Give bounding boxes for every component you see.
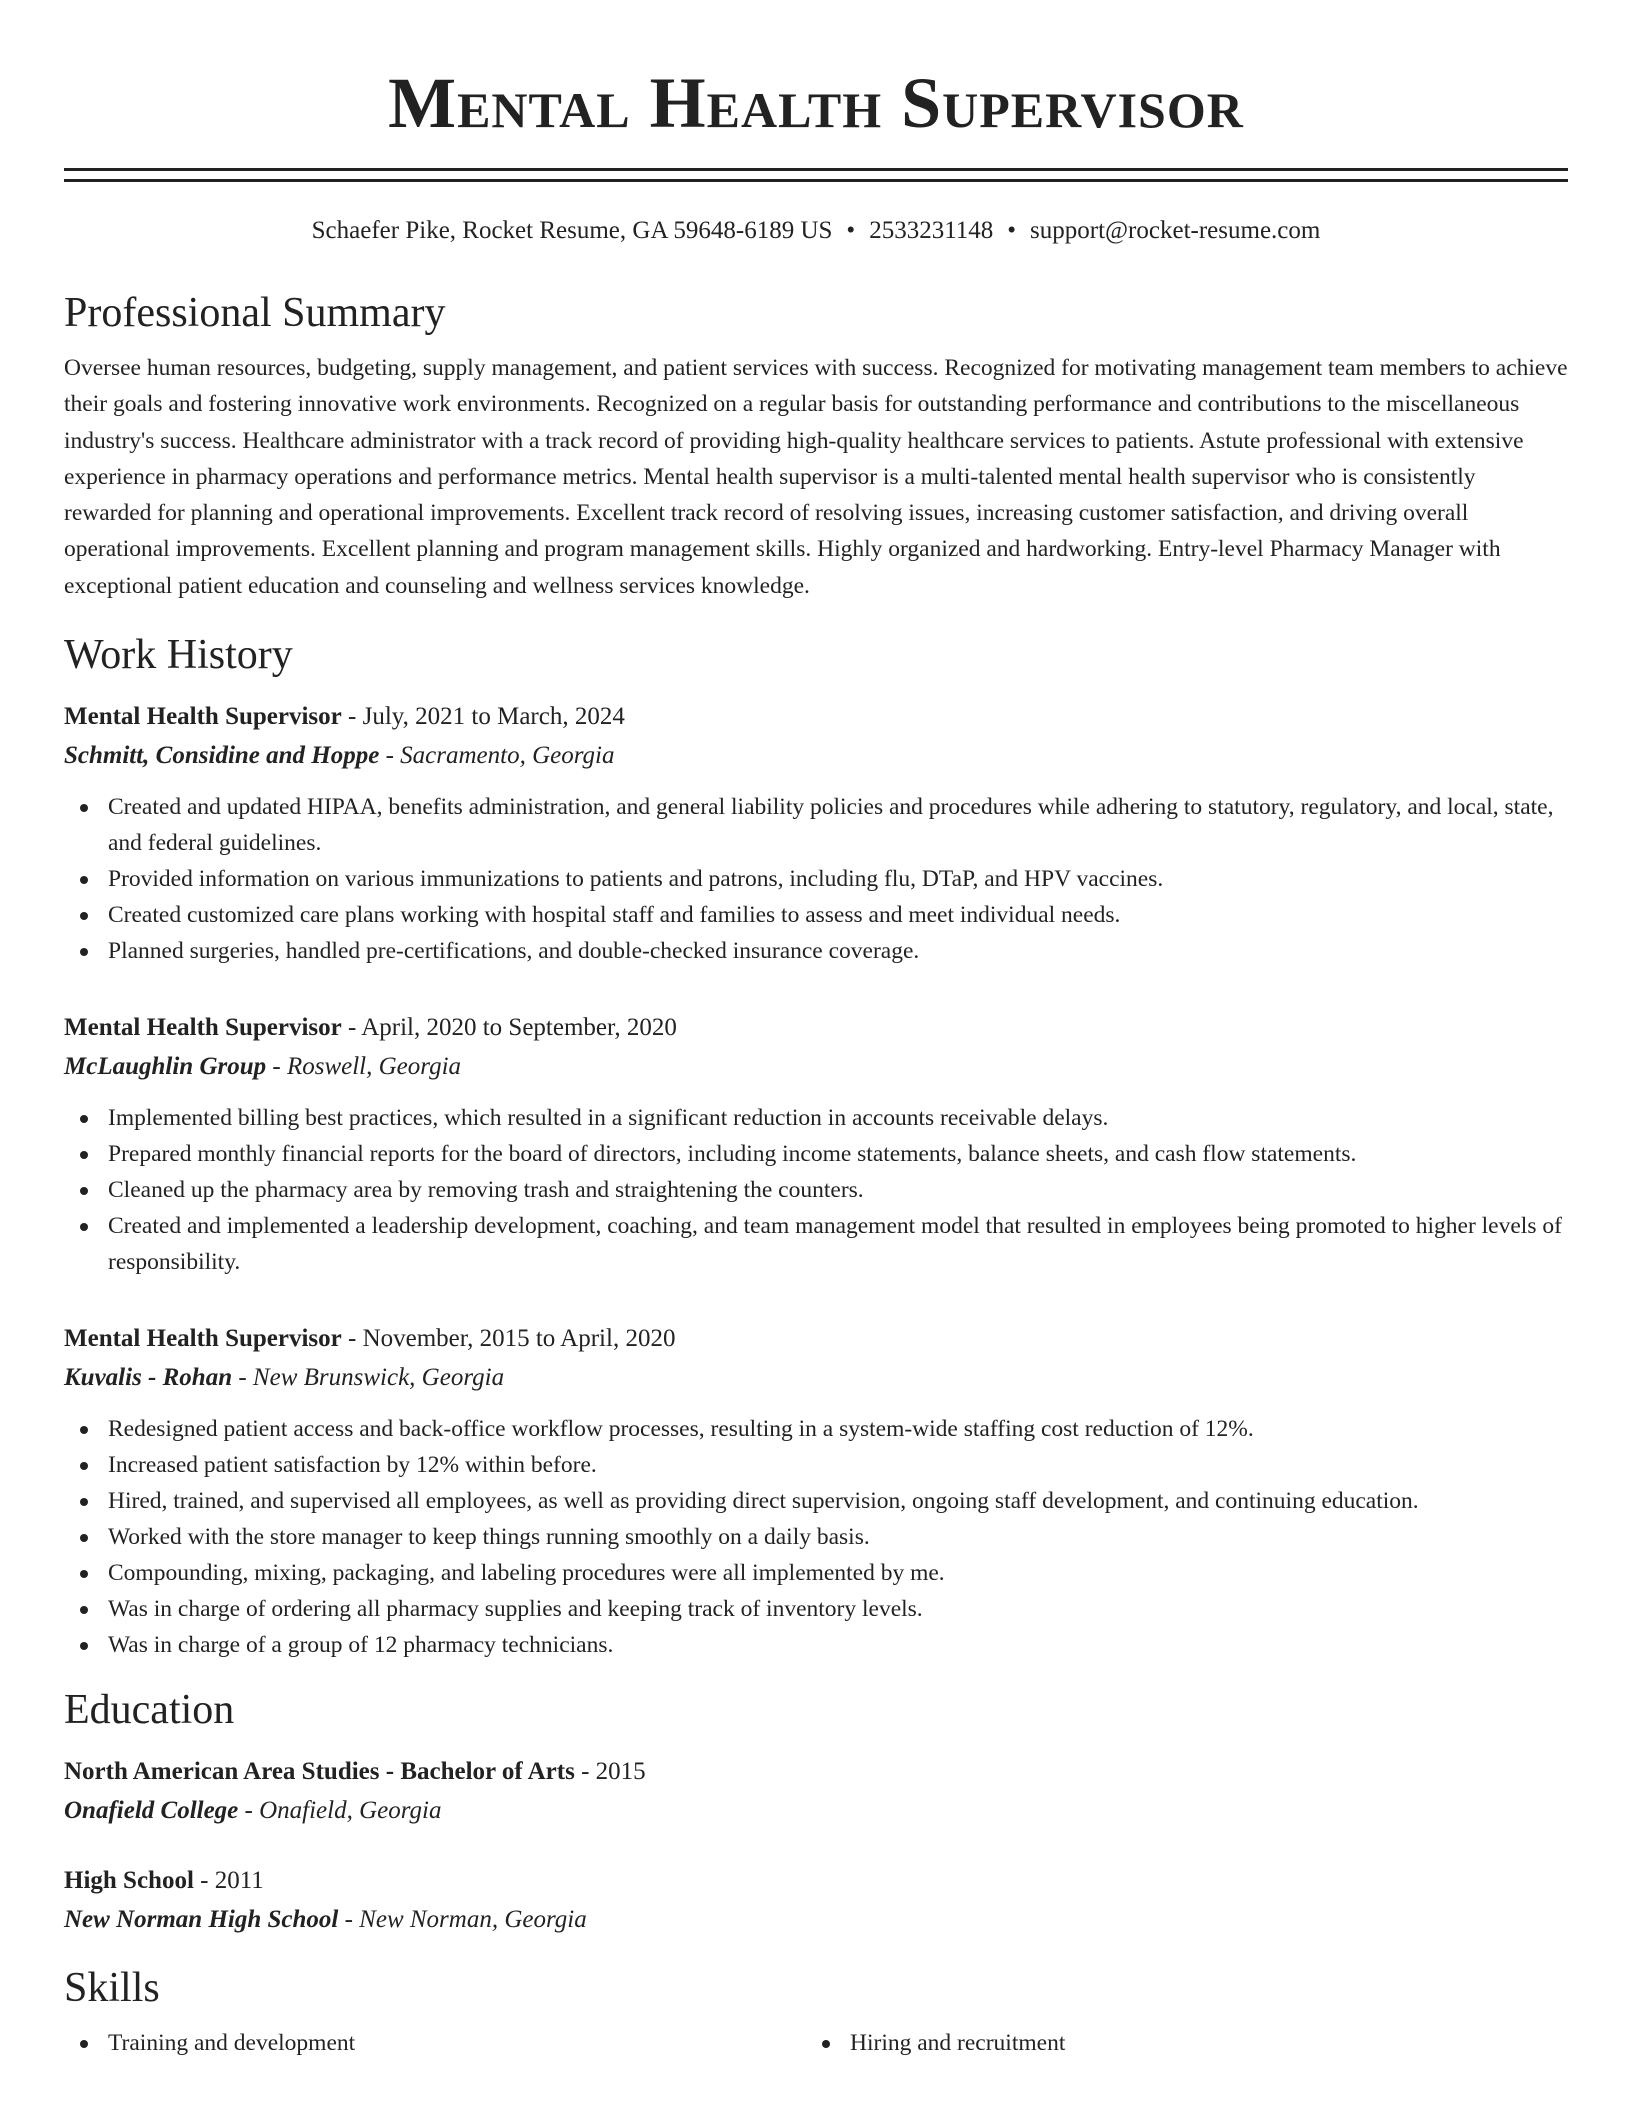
education-heading: Education [64,1687,235,1734]
education-degree-line [64,1862,1568,1900]
education-school-line [64,1791,1568,1830]
job-title-line [64,1320,1568,1358]
education-year: - 2015 [574,1758,646,1786]
job-bullet: Created customized care plans working with hospital staff and families to assess and meet individual needs. [64,897,1568,933]
job-bullet: Prepared monthly financial reports for the board of directors, including income statements, balance sheets, and cash flow statements. [64,1136,1568,1172]
summary-heading: Professional Summary [64,290,446,336]
job-bullet: Planned surgeries, handled pre-certifications, and double-checked insurance coverage. [64,933,1568,969]
job-dates: - July, 2021 to March, 2024 [341,703,625,731]
skill-item: Training and development [64,2025,806,2061]
contact-line [64,214,1568,248]
job-entry [64,1320,1568,1663]
education-location: - Onafield, Georgia [238,1797,442,1825]
job-entry [64,1009,1568,1280]
job-company: Kuvalis - Rohan [64,1364,233,1392]
job-bullet: Was in charge of a group of 12 pharmacy technicians. [64,1627,1568,1663]
contact-email: support@rocket-resume.com [1030,217,1321,244]
job-bullet: Provided information on various immunizations to patients and patrons, including flu, DTaP, and HPV vaccines. [64,861,1568,897]
job-bullet: Created and updated HIPAA, benefits administration, and general liability policies and procedures while adhering to statutory, regulatory, and local, state, and federal guidelines. [64,789,1568,861]
job-bullet: Created and implemented a leadership development, coaching, and team management model that resulted in employees being promoted to higher levels of responsibility. [64,1208,1568,1280]
education-degree: High School [64,1867,194,1895]
job-bullet: Hired, trained, and supervised all employees, as well as providing direct supervision, ongoing staff development, and continuing education. [64,1483,1568,1519]
job-role: Mental Health Supervisor [64,1325,342,1353]
education-entry [64,1753,1568,1830]
skills-list [64,2025,1568,2061]
job-location: - Roswell, Georgia [266,1053,462,1081]
skill-item: Hiring and recruitment [806,2025,1548,2061]
contact-separator: • [846,217,856,244]
contact-address: Schaefer Pike, Rocket Resume, GA 59648-6189 US [311,217,833,244]
job-company: McLaughlin Group [64,1053,267,1081]
education-school: Onafield College [64,1797,239,1825]
job-company: Schmitt, Considine and Hoppe [64,742,380,770]
resume-name: Mental Health Supervisor [388,63,1244,143]
education-school-line [64,1900,1568,1939]
header-divider [64,168,1568,182]
job-bullet: Implemented billing best practices, which resulted in a significant reduction in accounts receivable delays. [64,1100,1568,1136]
skills-heading: Skills [64,1965,160,2012]
job-dates: - November, 2015 to April, 2020 [341,1325,676,1353]
job-company-line [64,1047,1568,1086]
job-bullet: Increased patient satisfaction by 12% within before. [64,1447,1568,1483]
contact-separator: • [1007,217,1017,244]
summary-text: Oversee human resources, budgeting, supply management, and patient services with success. Recognized for motivating management team members to achieve their goals and fostering innovative work environments. Recognized on a regular basis for outstanding performance and contributions to the miscellaneous industry's success. Healthcare administrator with a track record of providing high-quality healthcare services to patients. Astute professional with extensive experience in pharmacy operations and performance metrics. Mental health supervisor is a multi-talented mental health supervisor who is consistently rewarded for planning and operational improvements. Excellent track record of resolving issues, increasing customer satisfaction, and driving overall operational improvements. Excellent planning and program management skills. Highly organized and hardworking. Entry-level Pharmacy Manager with exceptional patient education and counseling and wellness services knowledge. [64,355,1568,599]
job-title-line [64,698,1568,736]
education-entry [64,1862,1568,1939]
job-company-line [64,1358,1568,1397]
job-company-line [64,736,1568,775]
job-bullets [64,1411,1568,1663]
education-year: - 2011 [193,1867,264,1895]
job-bullet: Cleaned up the pharmacy area by removing trash and straightening the counters. [64,1172,1568,1208]
job-title-line [64,1009,1568,1047]
job-dates: - April, 2020 to September, 2020 [341,1014,677,1042]
skills-column [64,2025,806,2061]
education-location: - New Norman, Georgia [338,1906,587,1934]
job-entry [64,698,1568,969]
job-role: Mental Health Supervisor [64,1014,342,1042]
job-bullet: Was in charge of ordering all pharmacy supplies and keeping track of inventory levels. [64,1591,1568,1627]
job-bullet: Compounding, mixing, packaging, and labeling procedures were all implemented by me. [64,1555,1568,1591]
work-history-heading: Work History [64,632,293,679]
education-degree: North American Area Studies - Bachelor of Arts [64,1758,575,1786]
job-bullets [64,1100,1568,1280]
job-location: - Sacramento, Georgia [379,742,615,770]
skills-column [806,2025,1548,2061]
education-degree-line [64,1753,1568,1791]
job-bullets [64,789,1568,969]
education-school: New Norman High School [64,1906,339,1934]
job-location: - New Brunswick, Georgia [232,1364,505,1392]
job-bullet: Redesigned patient access and back-office workflow processes, resulting in a system-wide staffing cost reduction of 12%. [64,1411,1568,1447]
job-bullet: Worked with the store manager to keep things running smoothly on a daily basis. [64,1519,1568,1555]
job-role: Mental Health Supervisor [64,703,342,731]
contact-phone: 2533231148 [869,217,994,244]
